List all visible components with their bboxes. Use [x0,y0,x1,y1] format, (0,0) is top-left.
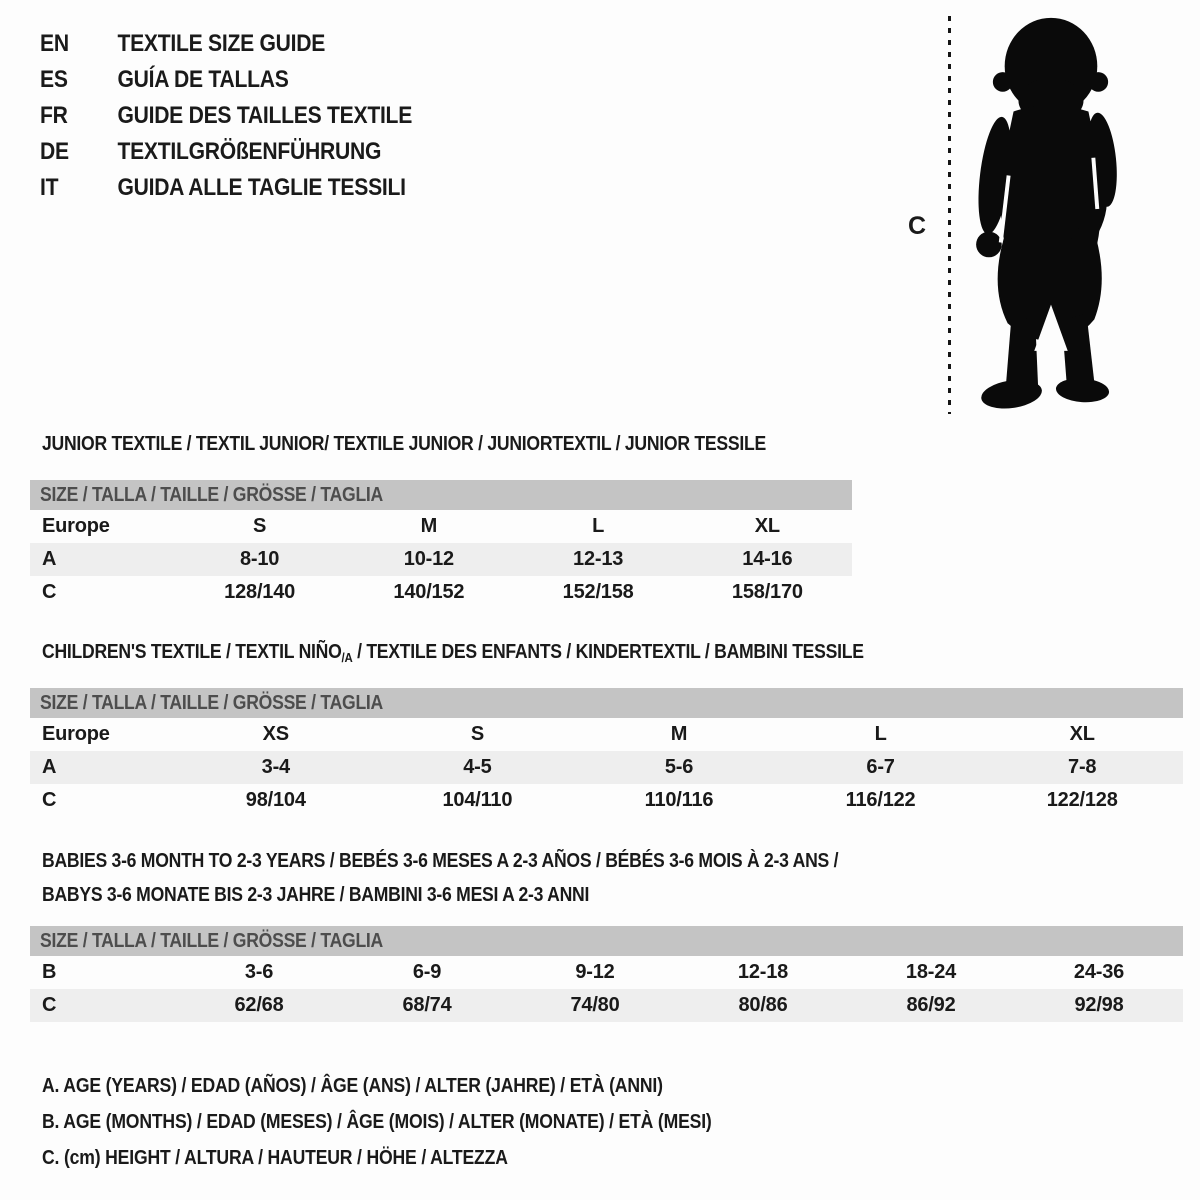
cell-value: 12-18 [737,961,789,983]
table-row [30,784,1183,817]
language-row [40,98,463,134]
language-code: EN [40,30,69,57]
cell-value: 24-36 [1073,961,1125,983]
size-header-text: SIZE / TALLA / TAILLE / GRÖSSE / TAGLIA [40,484,384,506]
cell-value: 110/116 [644,789,714,811]
height-dashed-line [948,16,951,414]
section-title-babies [42,844,947,912]
table-row [30,543,852,576]
language-title: GUIDE DES TAILLES TEXTILE [117,102,413,129]
row-key: C [42,581,57,603]
row-key: A [42,756,57,778]
row-key: B [42,961,57,983]
language-row-text [40,98,412,134]
table-row [30,751,1183,784]
language-title: TEXTILGRÖßENFÜHRUNG [117,138,382,165]
legend-line [42,1140,803,1176]
size-header-bar [30,926,1183,956]
table-columns-row [30,510,852,543]
cell-value: 140/152 [393,581,465,603]
cell-value: 92/98 [1074,994,1124,1016]
children-title-after: / TEXTILE DES ENFANTS / KINDERTEXTIL / BAMBINI TESSILE [352,641,864,663]
table-row [30,989,1183,1022]
columns-region-label: Europe [42,515,110,537]
legend-line [42,1068,803,1104]
language-code: FR [40,102,68,129]
column-header: S [470,723,484,745]
children-size-table [30,688,1183,817]
language-code: IT [40,174,59,201]
size-header-text: SIZE / TALLA / TAILLE / GRÖSSE / TAGLIA [40,930,384,952]
language-title: GUÍA DE TALLAS [117,66,289,93]
babies-title-line-2 [42,878,947,912]
babies-title-line-1 [42,844,947,878]
legend-line [42,1104,803,1140]
cell-value: 10-12 [403,548,454,570]
cell-value: 8-10 [240,548,280,570]
row-key: C [42,994,57,1016]
language-code: DE [40,138,69,165]
cell-value: 18-24 [905,961,957,983]
children-title-subscript: /A [341,650,353,665]
table-row [30,956,1183,989]
cell-value: 122/128 [1046,789,1118,811]
column-header: M [670,723,688,745]
cell-value: 116/122 [845,789,916,811]
children-title-before: CHILDREN'S TEXTILE / TEXTIL NIÑO [42,641,342,663]
language-row-text [40,26,325,62]
language-title: GUIDA ALLE TAGLIE TESSILI [117,174,406,201]
table-columns-row [30,718,1183,751]
junior-size-table [30,480,852,609]
column-header: XL [754,515,780,537]
column-header: S [253,515,267,537]
section-title-children-text [42,640,864,670]
cell-value: 6-9 [412,961,442,983]
size-header-bar [30,480,852,510]
toddler-silhouette-icon [960,10,1140,415]
cell-value: 5-6 [664,756,694,778]
language-row [40,26,463,62]
row-key: A [42,548,57,570]
cell-value: 62/68 [234,994,284,1016]
babies-title-line-2-text: BABYS 3-6 MONATE BIS 2-3 JAHRE / BAMBINI 3-6 MESI A 2-3 ANNI [42,884,590,906]
cell-value: 7-8 [1068,756,1097,778]
cell-value: 104/110 [442,789,513,811]
table-row [30,576,852,609]
cell-value: 152/158 [562,581,634,603]
size-header-text: SIZE / TALLA / TAILLE / GRÖSSE / TAGLIA [40,692,384,714]
babies-title-line-1-text: BABIES 3-6 MONTH TO 2-3 YEARS / BEBÉS 3-6 MESES A 2-3 AÑOS / BÉBÉS 3-6 MOIS À 2-3 ANS / [42,850,839,872]
cell-value: 128/140 [224,581,296,603]
cell-value: 12-13 [573,548,624,570]
column-header: XS [262,723,289,745]
language-row [40,62,463,98]
cell-value: 3-4 [261,756,290,778]
cell-value: 4-5 [463,756,492,778]
language-list [40,26,463,206]
cell-value: 98/104 [245,789,306,811]
cell-value: 68/74 [402,994,452,1016]
section-title-children [42,640,976,670]
cell-value: 14-16 [742,548,793,570]
language-row [40,134,463,170]
legend-line-text: C. (cm) HEIGHT / ALTURA / HAUTEUR / HÖHE / ALTEZZA [42,1147,508,1169]
columns-region-label: Europe [42,723,110,745]
legend [42,1068,803,1176]
column-header: M [420,515,438,537]
legend-line-text: A. AGE (YEARS) / EDAD (AÑOS) / ÂGE (ANS) / ALTER (JAHRE) / ETÀ (ANNI) [42,1075,663,1097]
language-title: TEXTILE SIZE GUIDE [117,30,326,57]
cell-value: 86/92 [906,994,956,1016]
column-header: XL [1069,723,1095,745]
size-header-bar [30,688,1183,718]
row-key: C [42,789,57,811]
babies-size-table [30,926,1183,1022]
column-header: L [592,515,605,537]
cell-value: 6-7 [866,756,895,778]
section-title-junior [42,432,865,456]
language-row-text [40,170,406,206]
figure-c-label: C [908,212,927,240]
cell-value: 9-12 [575,961,615,983]
cell-value: 158/170 [731,581,803,603]
cell-value: 80/86 [738,994,788,1016]
cell-value: 74/80 [570,994,620,1016]
column-header: L [874,723,887,745]
language-code: ES [40,66,68,93]
language-row-text [40,134,381,170]
legend-line-text: B. AGE (MONTHS) / EDAD (MESES) / ÂGE (MOIS) / ALTER (MONATE) / ETÀ (MESI) [42,1111,712,1133]
language-row [40,170,463,206]
section-title-junior-text: JUNIOR TEXTILE / TEXTIL JUNIOR/ TEXTILE JUNIOR / JUNIORTEXTIL / JUNIOR TESSILE [42,433,766,455]
cell-value: 3-6 [244,961,274,983]
language-row-text [40,62,289,98]
